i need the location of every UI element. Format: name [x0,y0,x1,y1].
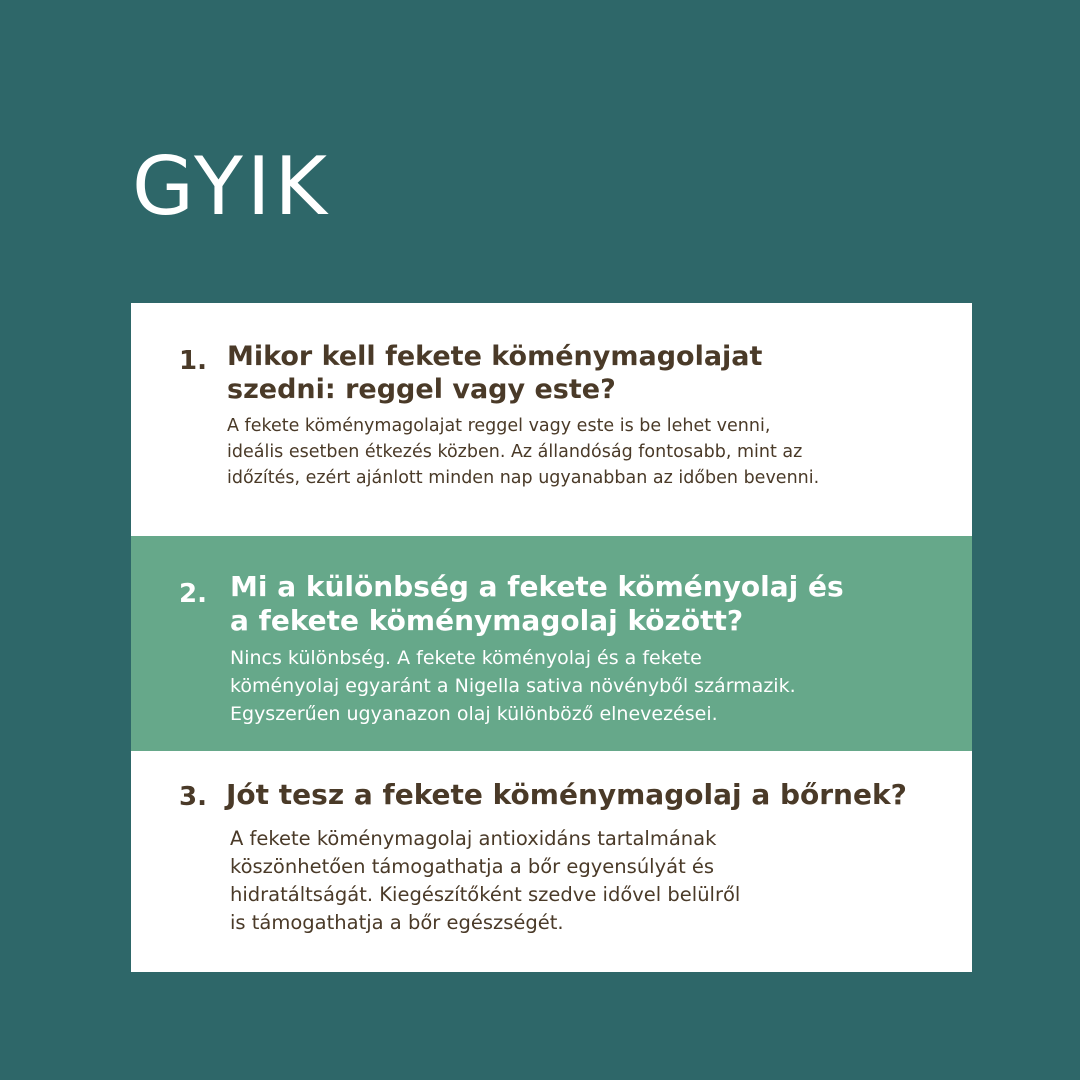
faq-number: 1. [179,346,207,376]
faq-item-1 [131,303,972,536]
faq-answer-line: időzítés, ezért ajánlott minden nap ugyanabban az időben bevenni. [227,468,820,488]
faq-answer-line: A fekete köménymagolajat reggel vagy este is be lehet venni, [227,416,771,436]
faq-item-3 [131,751,972,972]
faq-question-line: Jót tesz a fekete köménymagolaj a bőrnek? [226,778,907,811]
faq-question [227,340,762,406]
faq-answer-line: Egyszerűen ugyanazon olaj különböző elnevezései. [230,703,718,725]
faq-answer-line: is támogathatja a bőr egészségét. [230,911,564,934]
faq-answer-line: köményolaj egyaránt a Nigella sativa növényből származik. [230,675,796,697]
faq-question-line: Mi a különbség a fekete köményolaj és [230,570,844,603]
faq-question-line: Mikor kell fekete köménymagolajat [227,341,763,372]
faq-answer [227,413,819,491]
faq-answer [230,825,740,937]
faq-question [230,570,844,638]
faq-number: 3. [179,782,207,812]
faq-number: 2. [179,579,207,609]
faq-answer [230,644,796,728]
faq-answer-line: A fekete köménymagolaj antioxidáns tartalmának [230,827,717,850]
faq-item-2 [131,536,972,751]
page-title: GYIK [132,140,331,233]
faq-answer-line: Nincs különbség. A fekete köményolaj és a fekete [230,647,702,669]
faq-answer-line: ideális esetben étkezés közben. Az állandóság fontosabb, mint az [227,442,803,462]
faq-answer-line: hidratáltságát. Kiegészítőként szedve idővel belülről [230,883,741,906]
faq-question-line: a fekete köménymagolaj között? [230,604,744,637]
faq-question [226,778,907,811]
faq-question-line: szedni: reggel vagy este? [227,374,616,405]
faq-answer-line: köszönhetően támogathatja a bőr egyensúlyát és [230,855,715,878]
